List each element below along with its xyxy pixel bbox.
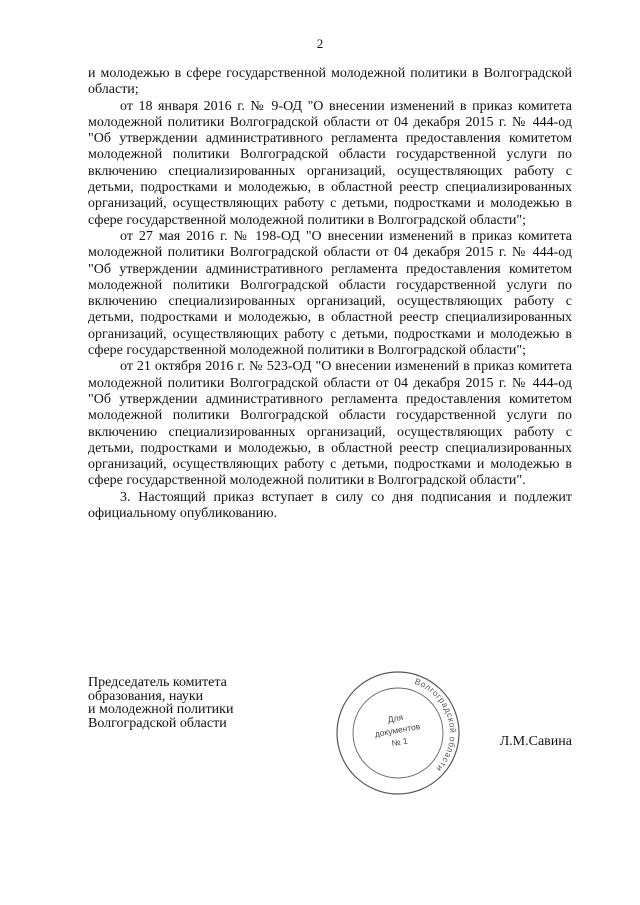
signatory-name: Л.М.Савина: [499, 734, 572, 749]
paragraph: от 27 мая 2016 г. № 198-ОД "О внесении изменений в приказ комитета молодежной политики Волгоградской области от 04 декабря 2015 г. № 444-од "Об утверждении административного регламента предоставления комитетом молодежной политики Волгоградской области государственной услуги по включению специализированных организаций, осуществляющих работу с детьми, подростками и молодежью, в областной реестр специализированных организаций, осуществляющих работу с детьми, подростками и молодежью в сфере государственной молодежной политики в Волгоградской области";: [88, 228, 572, 359]
signatory-title-line: Волгоградской области: [88, 715, 227, 731]
signatory-title-line: образования, науки: [88, 688, 204, 704]
svg-text:Волгоградской области: [413, 676, 458, 774]
page-number: 2: [316, 36, 324, 51]
stamp-center-line: документов: [373, 721, 421, 739]
signatory-title: [88, 676, 288, 730]
stamp-center-line: № 1: [390, 735, 409, 749]
signatory-title-line: Председатель комитета: [88, 675, 227, 690]
stamp-ring-text: Волгоградской области: [413, 676, 459, 775]
paragraph: от 18 января 2016 г. № 9-ОД "О внесении изменений в приказ комитета молодежной политики Волгоградской области от 04 декабря 2015 г. № 444-од "Об утверждении административного регламента предоставления комитетом молодежной политики Волгоградской области государственной услуги по включению специализированных организаций, осуществляющих работу с детьми, подростками и молодежью, в областной реестр специализированных организаций, осуществляющих работу с детьми, подростками и молодежью в сфере государственной молодежной политики в Волгоградской области";: [88, 98, 572, 228]
paragraph: и молодежью в сфере государственной молодежной политики в Волгоградской области;: [88, 66, 572, 98]
paragraph: 3. Настоящий приказ вступает в силу со дня подписания и подлежит официальному опубликованию.: [88, 489, 572, 522]
official-stamp: [334, 669, 462, 797]
stamp-center-line: Для: [386, 711, 404, 725]
signatory-title-line: и молодежной политики: [88, 702, 234, 717]
document-body: [88, 66, 572, 522]
paragraph: от 21 октября 2016 г. № 523-ОД "О внесении изменений в приказ комитета молодежной политики Волгоградской области от 04 декабря 2015 г. № 444-од "Об утверждении административного регламента предоставления комитетом молодежной политики Волгоградской области государственной услуги по включению специализированных организаций, осуществляющих работу с детьми, подростками и молодежью, в областной реестр специализированных организаций, осуществляющих работу с детьми, подростками и молодежью в сфере государственной молодежной политики в Волгоградской области".: [88, 359, 572, 489]
